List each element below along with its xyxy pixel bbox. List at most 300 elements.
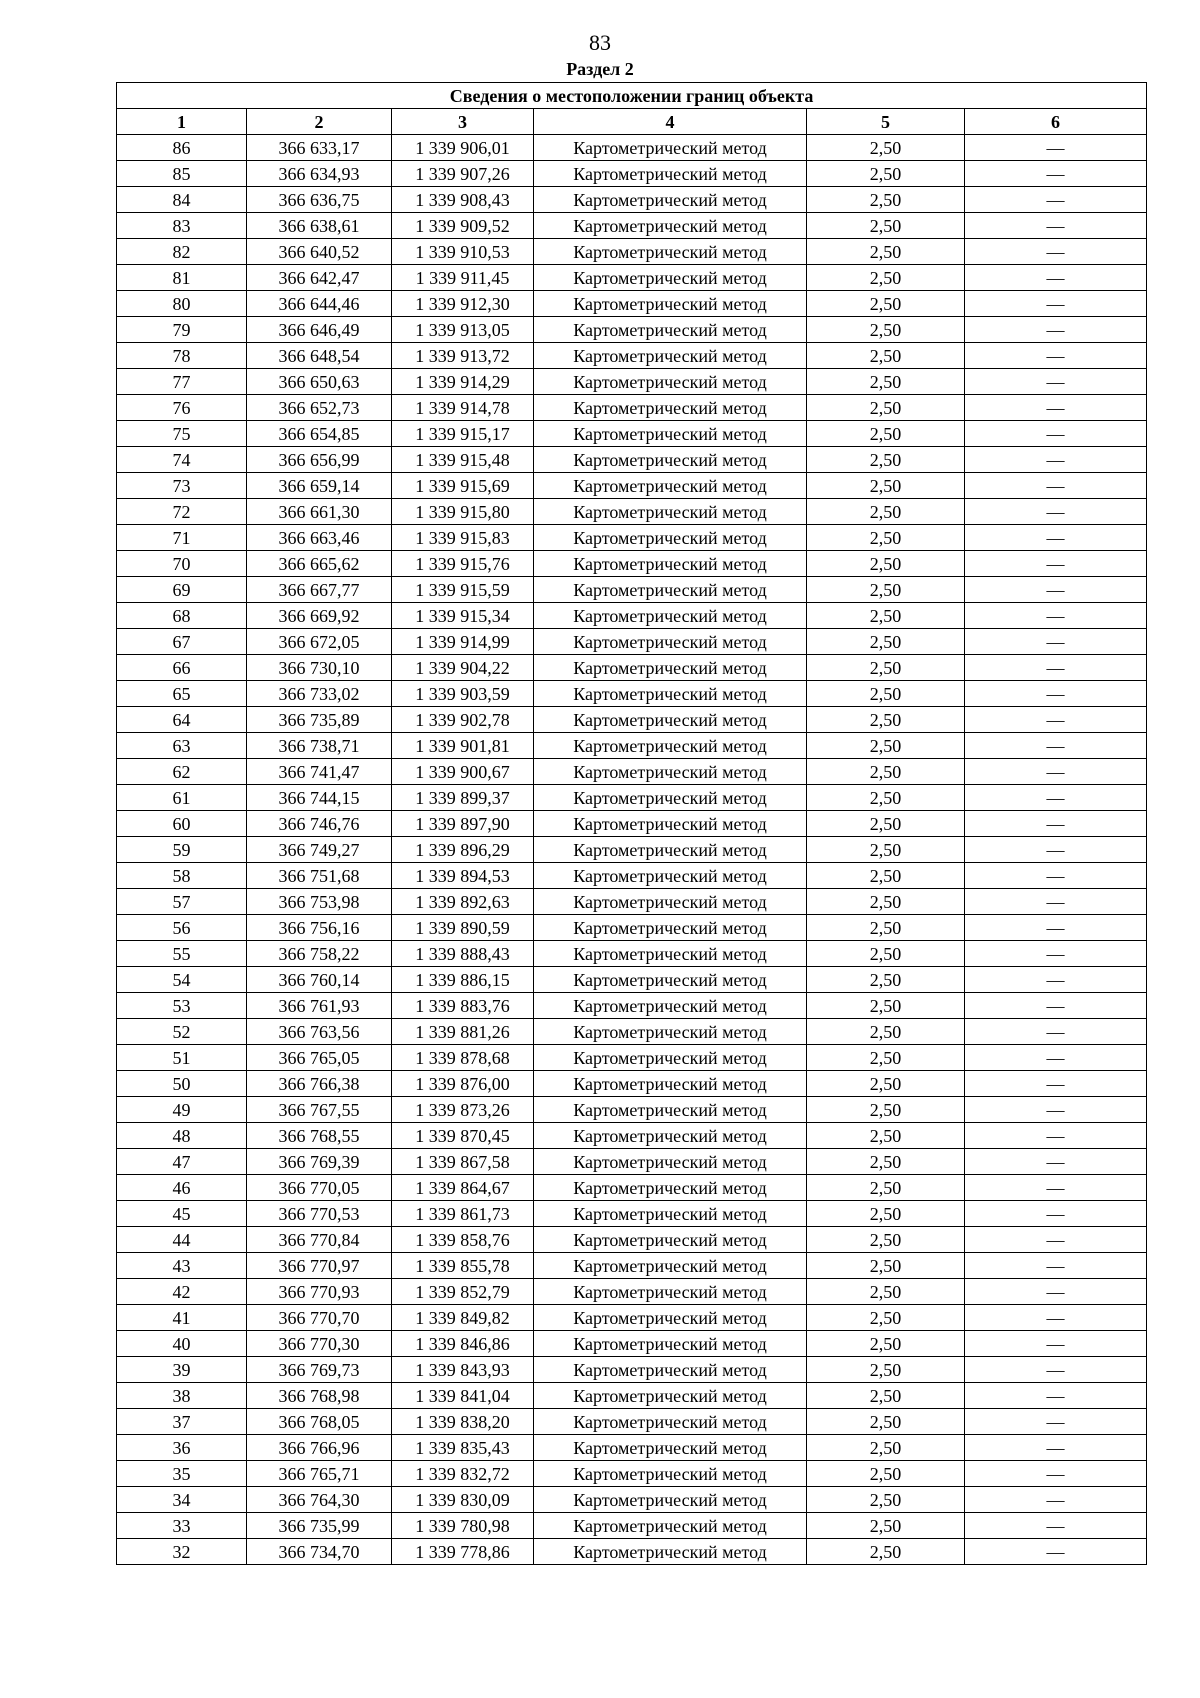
method-cell: Картометрический метод bbox=[534, 499, 807, 525]
x-coordinate-cell: 366 766,96 bbox=[247, 1435, 392, 1461]
accuracy-cell: 2,50 bbox=[807, 811, 965, 837]
y-coordinate-cell: 1 339 915,69 bbox=[392, 473, 534, 499]
description-cell: — bbox=[965, 1513, 1147, 1539]
point-number-cell: 57 bbox=[117, 889, 247, 915]
accuracy-cell: 2,50 bbox=[807, 369, 965, 395]
method-cell: Картометрический метод bbox=[534, 551, 807, 577]
description-cell: — bbox=[965, 1253, 1147, 1279]
table-row bbox=[117, 239, 1147, 265]
x-coordinate-cell: 366 672,05 bbox=[247, 629, 392, 655]
y-coordinate-cell: 1 339 915,34 bbox=[392, 603, 534, 629]
table-row bbox=[117, 915, 1147, 941]
table-row bbox=[117, 629, 1147, 655]
table-row bbox=[117, 1253, 1147, 1279]
y-coordinate-cell: 1 339 870,45 bbox=[392, 1123, 534, 1149]
x-coordinate-cell: 366 769,73 bbox=[247, 1357, 392, 1383]
point-number-cell: 37 bbox=[117, 1409, 247, 1435]
description-cell: — bbox=[965, 1045, 1147, 1071]
x-coordinate-cell: 366 735,99 bbox=[247, 1513, 392, 1539]
point-number-cell: 45 bbox=[117, 1201, 247, 1227]
table-row bbox=[117, 889, 1147, 915]
method-cell: Картометрический метод bbox=[534, 1019, 807, 1045]
point-number-cell: 77 bbox=[117, 369, 247, 395]
x-coordinate-cell: 366 648,54 bbox=[247, 343, 392, 369]
description-cell: — bbox=[965, 1305, 1147, 1331]
point-number-cell: 84 bbox=[117, 187, 247, 213]
description-cell: — bbox=[965, 681, 1147, 707]
method-cell: Картометрический метод bbox=[534, 1409, 807, 1435]
table-row bbox=[117, 473, 1147, 499]
accuracy-cell: 2,50 bbox=[807, 395, 965, 421]
accuracy-cell: 2,50 bbox=[807, 525, 965, 551]
method-cell: Картометрический метод bbox=[534, 759, 807, 785]
table-row bbox=[117, 1071, 1147, 1097]
table-row bbox=[117, 1019, 1147, 1045]
table-body bbox=[117, 135, 1147, 1565]
y-coordinate-cell: 1 339 914,78 bbox=[392, 395, 534, 421]
description-cell: — bbox=[965, 1201, 1147, 1227]
point-number-cell: 74 bbox=[117, 447, 247, 473]
method-cell: Картометрический метод bbox=[534, 1045, 807, 1071]
accuracy-cell: 2,50 bbox=[807, 785, 965, 811]
table-row bbox=[117, 1305, 1147, 1331]
x-coordinate-cell: 366 654,85 bbox=[247, 421, 392, 447]
method-cell: Картометрический метод bbox=[534, 265, 807, 291]
description-cell: — bbox=[965, 1071, 1147, 1097]
x-coordinate-cell: 366 669,92 bbox=[247, 603, 392, 629]
description-cell: — bbox=[965, 525, 1147, 551]
y-coordinate-cell: 1 339 902,78 bbox=[392, 707, 534, 733]
y-coordinate-cell: 1 339 780,98 bbox=[392, 1513, 534, 1539]
table-row bbox=[117, 265, 1147, 291]
method-cell: Картометрический метод bbox=[534, 1435, 807, 1461]
point-number-cell: 75 bbox=[117, 421, 247, 447]
point-number-cell: 85 bbox=[117, 161, 247, 187]
x-coordinate-cell: 366 768,55 bbox=[247, 1123, 392, 1149]
x-coordinate-cell: 366 765,71 bbox=[247, 1461, 392, 1487]
point-number-cell: 78 bbox=[117, 343, 247, 369]
x-coordinate-cell: 366 656,99 bbox=[247, 447, 392, 473]
column-header-4: 4 bbox=[534, 109, 807, 135]
accuracy-cell: 2,50 bbox=[807, 941, 965, 967]
y-coordinate-cell: 1 339 855,78 bbox=[392, 1253, 534, 1279]
accuracy-cell: 2,50 bbox=[807, 577, 965, 603]
accuracy-cell: 2,50 bbox=[807, 681, 965, 707]
x-coordinate-cell: 366 634,93 bbox=[247, 161, 392, 187]
method-cell: Картометрический метод bbox=[534, 291, 807, 317]
y-coordinate-cell: 1 339 832,72 bbox=[392, 1461, 534, 1487]
accuracy-cell: 2,50 bbox=[807, 1149, 965, 1175]
method-cell: Картометрический метод bbox=[534, 473, 807, 499]
method-cell: Картометрический метод bbox=[534, 863, 807, 889]
x-coordinate-cell: 366 770,53 bbox=[247, 1201, 392, 1227]
point-number-cell: 43 bbox=[117, 1253, 247, 1279]
method-cell: Картометрический метод bbox=[534, 655, 807, 681]
method-cell: Картометрический метод bbox=[534, 395, 807, 421]
accuracy-cell: 2,50 bbox=[807, 1539, 965, 1565]
table-row bbox=[117, 1487, 1147, 1513]
accuracy-cell: 2,50 bbox=[807, 551, 965, 577]
y-coordinate-cell: 1 339 881,26 bbox=[392, 1019, 534, 1045]
x-coordinate-cell: 366 667,77 bbox=[247, 577, 392, 603]
method-cell: Картометрический метод bbox=[534, 1539, 807, 1565]
description-cell: — bbox=[965, 1409, 1147, 1435]
table-row bbox=[117, 811, 1147, 837]
y-coordinate-cell: 1 339 915,80 bbox=[392, 499, 534, 525]
point-number-cell: 73 bbox=[117, 473, 247, 499]
method-cell: Картометрический метод bbox=[534, 135, 807, 161]
point-number-cell: 81 bbox=[117, 265, 247, 291]
description-cell: — bbox=[965, 1461, 1147, 1487]
x-coordinate-cell: 366 650,63 bbox=[247, 369, 392, 395]
x-coordinate-cell: 366 659,14 bbox=[247, 473, 392, 499]
x-coordinate-cell: 366 770,97 bbox=[247, 1253, 392, 1279]
description-cell: — bbox=[965, 1097, 1147, 1123]
point-number-cell: 62 bbox=[117, 759, 247, 785]
description-cell: — bbox=[965, 629, 1147, 655]
y-coordinate-cell: 1 339 873,26 bbox=[392, 1097, 534, 1123]
point-number-cell: 34 bbox=[117, 1487, 247, 1513]
accuracy-cell: 2,50 bbox=[807, 1071, 965, 1097]
table-head bbox=[117, 83, 1147, 135]
x-coordinate-cell: 366 766,38 bbox=[247, 1071, 392, 1097]
table-row bbox=[117, 1227, 1147, 1253]
description-cell: — bbox=[965, 837, 1147, 863]
x-coordinate-cell: 366 665,62 bbox=[247, 551, 392, 577]
y-coordinate-cell: 1 339 878,68 bbox=[392, 1045, 534, 1071]
point-number-cell: 59 bbox=[117, 837, 247, 863]
description-cell: — bbox=[965, 369, 1147, 395]
y-coordinate-cell: 1 339 915,17 bbox=[392, 421, 534, 447]
column-header-6: 6 bbox=[965, 109, 1147, 135]
y-coordinate-cell: 1 339 858,76 bbox=[392, 1227, 534, 1253]
method-cell: Картометрический метод bbox=[534, 1227, 807, 1253]
y-coordinate-cell: 1 339 915,48 bbox=[392, 447, 534, 473]
table-row bbox=[117, 1045, 1147, 1071]
method-cell: Картометрический метод bbox=[534, 447, 807, 473]
description-cell: — bbox=[965, 1357, 1147, 1383]
method-cell: Картометрический метод bbox=[534, 1513, 807, 1539]
method-cell: Картометрический метод bbox=[534, 811, 807, 837]
y-coordinate-cell: 1 339 908,43 bbox=[392, 187, 534, 213]
x-coordinate-cell: 366 733,02 bbox=[247, 681, 392, 707]
method-cell: Картометрический метод bbox=[534, 1487, 807, 1513]
point-number-cell: 55 bbox=[117, 941, 247, 967]
point-number-cell: 58 bbox=[117, 863, 247, 889]
description-cell: — bbox=[965, 889, 1147, 915]
point-number-cell: 36 bbox=[117, 1435, 247, 1461]
table-row bbox=[117, 343, 1147, 369]
table-row bbox=[117, 1409, 1147, 1435]
description-cell: — bbox=[965, 187, 1147, 213]
column-header-1: 1 bbox=[117, 109, 247, 135]
accuracy-cell: 2,50 bbox=[807, 889, 965, 915]
x-coordinate-cell: 366 753,98 bbox=[247, 889, 392, 915]
x-coordinate-cell: 366 642,47 bbox=[247, 265, 392, 291]
point-number-cell: 46 bbox=[117, 1175, 247, 1201]
method-cell: Картометрический метод bbox=[534, 837, 807, 863]
y-coordinate-cell: 1 339 867,58 bbox=[392, 1149, 534, 1175]
table-row bbox=[117, 733, 1147, 759]
accuracy-cell: 2,50 bbox=[807, 473, 965, 499]
y-coordinate-cell: 1 339 876,00 bbox=[392, 1071, 534, 1097]
x-coordinate-cell: 366 763,56 bbox=[247, 1019, 392, 1045]
method-cell: Картометрический метод bbox=[534, 1175, 807, 1201]
method-cell: Картометрический метод bbox=[534, 733, 807, 759]
method-cell: Картометрический метод bbox=[534, 1253, 807, 1279]
y-coordinate-cell: 1 339 914,29 bbox=[392, 369, 534, 395]
column-header-5: 5 bbox=[807, 109, 965, 135]
x-coordinate-cell: 366 756,16 bbox=[247, 915, 392, 941]
method-cell: Картометрический метод bbox=[534, 343, 807, 369]
x-coordinate-cell: 366 764,30 bbox=[247, 1487, 392, 1513]
description-cell: — bbox=[965, 421, 1147, 447]
y-coordinate-cell: 1 339 907,26 bbox=[392, 161, 534, 187]
x-coordinate-cell: 366 640,52 bbox=[247, 239, 392, 265]
x-coordinate-cell: 366 770,30 bbox=[247, 1331, 392, 1357]
method-cell: Картометрический метод bbox=[534, 213, 807, 239]
point-number-cell: 40 bbox=[117, 1331, 247, 1357]
x-coordinate-cell: 366 770,84 bbox=[247, 1227, 392, 1253]
accuracy-cell: 2,50 bbox=[807, 1409, 965, 1435]
table-row bbox=[117, 499, 1147, 525]
point-number-cell: 70 bbox=[117, 551, 247, 577]
table-row bbox=[117, 395, 1147, 421]
method-cell: Картометрический метод bbox=[534, 629, 807, 655]
description-cell: — bbox=[965, 317, 1147, 343]
method-cell: Картометрический метод bbox=[534, 317, 807, 343]
point-number-cell: 61 bbox=[117, 785, 247, 811]
method-cell: Картометрический метод bbox=[534, 603, 807, 629]
column-header-2: 2 bbox=[247, 109, 392, 135]
description-cell: — bbox=[965, 993, 1147, 1019]
y-coordinate-cell: 1 339 897,90 bbox=[392, 811, 534, 837]
accuracy-cell: 2,50 bbox=[807, 1123, 965, 1149]
caption-row bbox=[117, 83, 1147, 109]
description-cell: — bbox=[965, 707, 1147, 733]
point-number-cell: 60 bbox=[117, 811, 247, 837]
method-cell: Картометрический метод bbox=[534, 707, 807, 733]
y-coordinate-cell: 1 339 913,05 bbox=[392, 317, 534, 343]
point-number-cell: 79 bbox=[117, 317, 247, 343]
x-coordinate-cell: 366 633,17 bbox=[247, 135, 392, 161]
accuracy-cell: 2,50 bbox=[807, 863, 965, 889]
description-cell: — bbox=[965, 1227, 1147, 1253]
accuracy-cell: 2,50 bbox=[807, 733, 965, 759]
point-number-cell: 33 bbox=[117, 1513, 247, 1539]
x-coordinate-cell: 366 761,93 bbox=[247, 993, 392, 1019]
y-coordinate-cell: 1 339 900,67 bbox=[392, 759, 534, 785]
point-number-cell: 65 bbox=[117, 681, 247, 707]
y-coordinate-cell: 1 339 835,43 bbox=[392, 1435, 534, 1461]
y-coordinate-cell: 1 339 890,59 bbox=[392, 915, 534, 941]
y-coordinate-cell: 1 339 912,30 bbox=[392, 291, 534, 317]
description-cell: — bbox=[965, 291, 1147, 317]
y-coordinate-cell: 1 339 909,52 bbox=[392, 213, 534, 239]
point-number-cell: 86 bbox=[117, 135, 247, 161]
table-row bbox=[117, 707, 1147, 733]
point-number-cell: 32 bbox=[117, 1539, 247, 1565]
accuracy-cell: 2,50 bbox=[807, 1487, 965, 1513]
x-coordinate-cell: 366 751,68 bbox=[247, 863, 392, 889]
accuracy-cell: 2,50 bbox=[807, 1253, 965, 1279]
y-coordinate-cell: 1 339 852,79 bbox=[392, 1279, 534, 1305]
table-row bbox=[117, 1279, 1147, 1305]
y-coordinate-cell: 1 339 886,15 bbox=[392, 967, 534, 993]
table-row bbox=[117, 317, 1147, 343]
accuracy-cell: 2,50 bbox=[807, 1461, 965, 1487]
table-row bbox=[117, 213, 1147, 239]
method-cell: Картометрический метод bbox=[534, 1357, 807, 1383]
section-title: Раздел 2 bbox=[566, 59, 634, 79]
y-coordinate-cell: 1 339 864,67 bbox=[392, 1175, 534, 1201]
method-cell: Картометрический метод bbox=[534, 187, 807, 213]
header-row bbox=[117, 109, 1147, 135]
accuracy-cell: 2,50 bbox=[807, 187, 965, 213]
x-coordinate-cell: 366 638,61 bbox=[247, 213, 392, 239]
description-cell: — bbox=[965, 473, 1147, 499]
point-number-cell: 67 bbox=[117, 629, 247, 655]
x-coordinate-cell: 366 636,75 bbox=[247, 187, 392, 213]
accuracy-cell: 2,50 bbox=[807, 837, 965, 863]
table-row bbox=[117, 1539, 1147, 1565]
accuracy-cell: 2,50 bbox=[807, 967, 965, 993]
accuracy-cell: 2,50 bbox=[807, 603, 965, 629]
y-coordinate-cell: 1 339 841,04 bbox=[392, 1383, 534, 1409]
y-coordinate-cell: 1 339 906,01 bbox=[392, 135, 534, 161]
y-coordinate-cell: 1 339 899,37 bbox=[392, 785, 534, 811]
table-row bbox=[117, 863, 1147, 889]
x-coordinate-cell: 366 730,10 bbox=[247, 655, 392, 681]
point-number-cell: 83 bbox=[117, 213, 247, 239]
accuracy-cell: 2,50 bbox=[807, 915, 965, 941]
description-cell: — bbox=[965, 1487, 1147, 1513]
x-coordinate-cell: 366 744,15 bbox=[247, 785, 392, 811]
description-cell: — bbox=[965, 551, 1147, 577]
y-coordinate-cell: 1 339 830,09 bbox=[392, 1487, 534, 1513]
accuracy-cell: 2,50 bbox=[807, 759, 965, 785]
table-row bbox=[117, 1513, 1147, 1539]
table-row bbox=[117, 1149, 1147, 1175]
x-coordinate-cell: 366 770,70 bbox=[247, 1305, 392, 1331]
accuracy-cell: 2,50 bbox=[807, 447, 965, 473]
y-coordinate-cell: 1 339 910,53 bbox=[392, 239, 534, 265]
accuracy-cell: 2,50 bbox=[807, 1357, 965, 1383]
description-cell: — bbox=[965, 343, 1147, 369]
method-cell: Картометрический метод bbox=[534, 1461, 807, 1487]
y-coordinate-cell: 1 339 896,29 bbox=[392, 837, 534, 863]
x-coordinate-cell: 366 735,89 bbox=[247, 707, 392, 733]
accuracy-cell: 2,50 bbox=[807, 421, 965, 447]
accuracy-cell: 2,50 bbox=[807, 265, 965, 291]
method-cell: Картометрический метод bbox=[534, 369, 807, 395]
accuracy-cell: 2,50 bbox=[807, 629, 965, 655]
table-row bbox=[117, 187, 1147, 213]
y-coordinate-cell: 1 339 778,86 bbox=[392, 1539, 534, 1565]
description-cell: — bbox=[965, 1279, 1147, 1305]
accuracy-cell: 2,50 bbox=[807, 1383, 965, 1409]
x-coordinate-cell: 366 661,30 bbox=[247, 499, 392, 525]
y-coordinate-cell: 1 339 838,20 bbox=[392, 1409, 534, 1435]
point-number-cell: 56 bbox=[117, 915, 247, 941]
method-cell: Картометрический метод bbox=[534, 577, 807, 603]
description-cell: — bbox=[965, 395, 1147, 421]
accuracy-cell: 2,50 bbox=[807, 1175, 965, 1201]
y-coordinate-cell: 1 339 903,59 bbox=[392, 681, 534, 707]
accuracy-cell: 2,50 bbox=[807, 317, 965, 343]
description-cell: — bbox=[965, 1331, 1147, 1357]
point-number-cell: 52 bbox=[117, 1019, 247, 1045]
method-cell: Картометрический метод bbox=[534, 161, 807, 187]
y-coordinate-cell: 1 339 914,99 bbox=[392, 629, 534, 655]
x-coordinate-cell: 366 770,05 bbox=[247, 1175, 392, 1201]
point-number-cell: 49 bbox=[117, 1097, 247, 1123]
description-cell: — bbox=[965, 811, 1147, 837]
point-number-cell: 44 bbox=[117, 1227, 247, 1253]
table-row bbox=[117, 1461, 1147, 1487]
table-row bbox=[117, 837, 1147, 863]
table-row bbox=[117, 1331, 1147, 1357]
method-cell: Картометрический метод bbox=[534, 967, 807, 993]
point-number-cell: 50 bbox=[117, 1071, 247, 1097]
method-cell: Картометрический метод bbox=[534, 1123, 807, 1149]
x-coordinate-cell: 366 646,49 bbox=[247, 317, 392, 343]
accuracy-cell: 2,50 bbox=[807, 1331, 965, 1357]
description-cell: — bbox=[965, 1383, 1147, 1409]
accuracy-cell: 2,50 bbox=[807, 1045, 965, 1071]
description-cell: — bbox=[965, 941, 1147, 967]
accuracy-cell: 2,50 bbox=[807, 1279, 965, 1305]
table-row bbox=[117, 135, 1147, 161]
table-row bbox=[117, 759, 1147, 785]
description-cell: — bbox=[965, 213, 1147, 239]
table-row bbox=[117, 1097, 1147, 1123]
method-cell: Картометрический метод bbox=[534, 1383, 807, 1409]
method-cell: Картометрический метод bbox=[534, 1305, 807, 1331]
point-number-cell: 63 bbox=[117, 733, 247, 759]
description-cell: — bbox=[965, 499, 1147, 525]
method-cell: Картометрический метод bbox=[534, 785, 807, 811]
y-coordinate-cell: 1 339 915,83 bbox=[392, 525, 534, 551]
table-row bbox=[117, 1383, 1147, 1409]
accuracy-cell: 2,50 bbox=[807, 1435, 965, 1461]
x-coordinate-cell: 366 741,47 bbox=[247, 759, 392, 785]
y-coordinate-cell: 1 339 911,45 bbox=[392, 265, 534, 291]
point-number-cell: 35 bbox=[117, 1461, 247, 1487]
method-cell: Картометрический метод bbox=[534, 941, 807, 967]
x-coordinate-cell: 366 663,46 bbox=[247, 525, 392, 551]
accuracy-cell: 2,50 bbox=[807, 213, 965, 239]
y-coordinate-cell: 1 339 894,53 bbox=[392, 863, 534, 889]
table-row bbox=[117, 577, 1147, 603]
y-coordinate-cell: 1 339 888,43 bbox=[392, 941, 534, 967]
point-number-cell: 64 bbox=[117, 707, 247, 733]
method-cell: Картометрический метод bbox=[534, 1331, 807, 1357]
description-cell: — bbox=[965, 161, 1147, 187]
accuracy-cell: 2,50 bbox=[807, 161, 965, 187]
point-number-cell: 53 bbox=[117, 993, 247, 1019]
description-cell: — bbox=[965, 1149, 1147, 1175]
table-row bbox=[117, 1435, 1147, 1461]
accuracy-cell: 2,50 bbox=[807, 343, 965, 369]
description-cell: — bbox=[965, 967, 1147, 993]
accuracy-cell: 2,50 bbox=[807, 1305, 965, 1331]
description-cell: — bbox=[965, 863, 1147, 889]
point-number-cell: 47 bbox=[117, 1149, 247, 1175]
point-number-cell: 48 bbox=[117, 1123, 247, 1149]
point-number-cell: 80 bbox=[117, 291, 247, 317]
point-number-cell: 41 bbox=[117, 1305, 247, 1331]
